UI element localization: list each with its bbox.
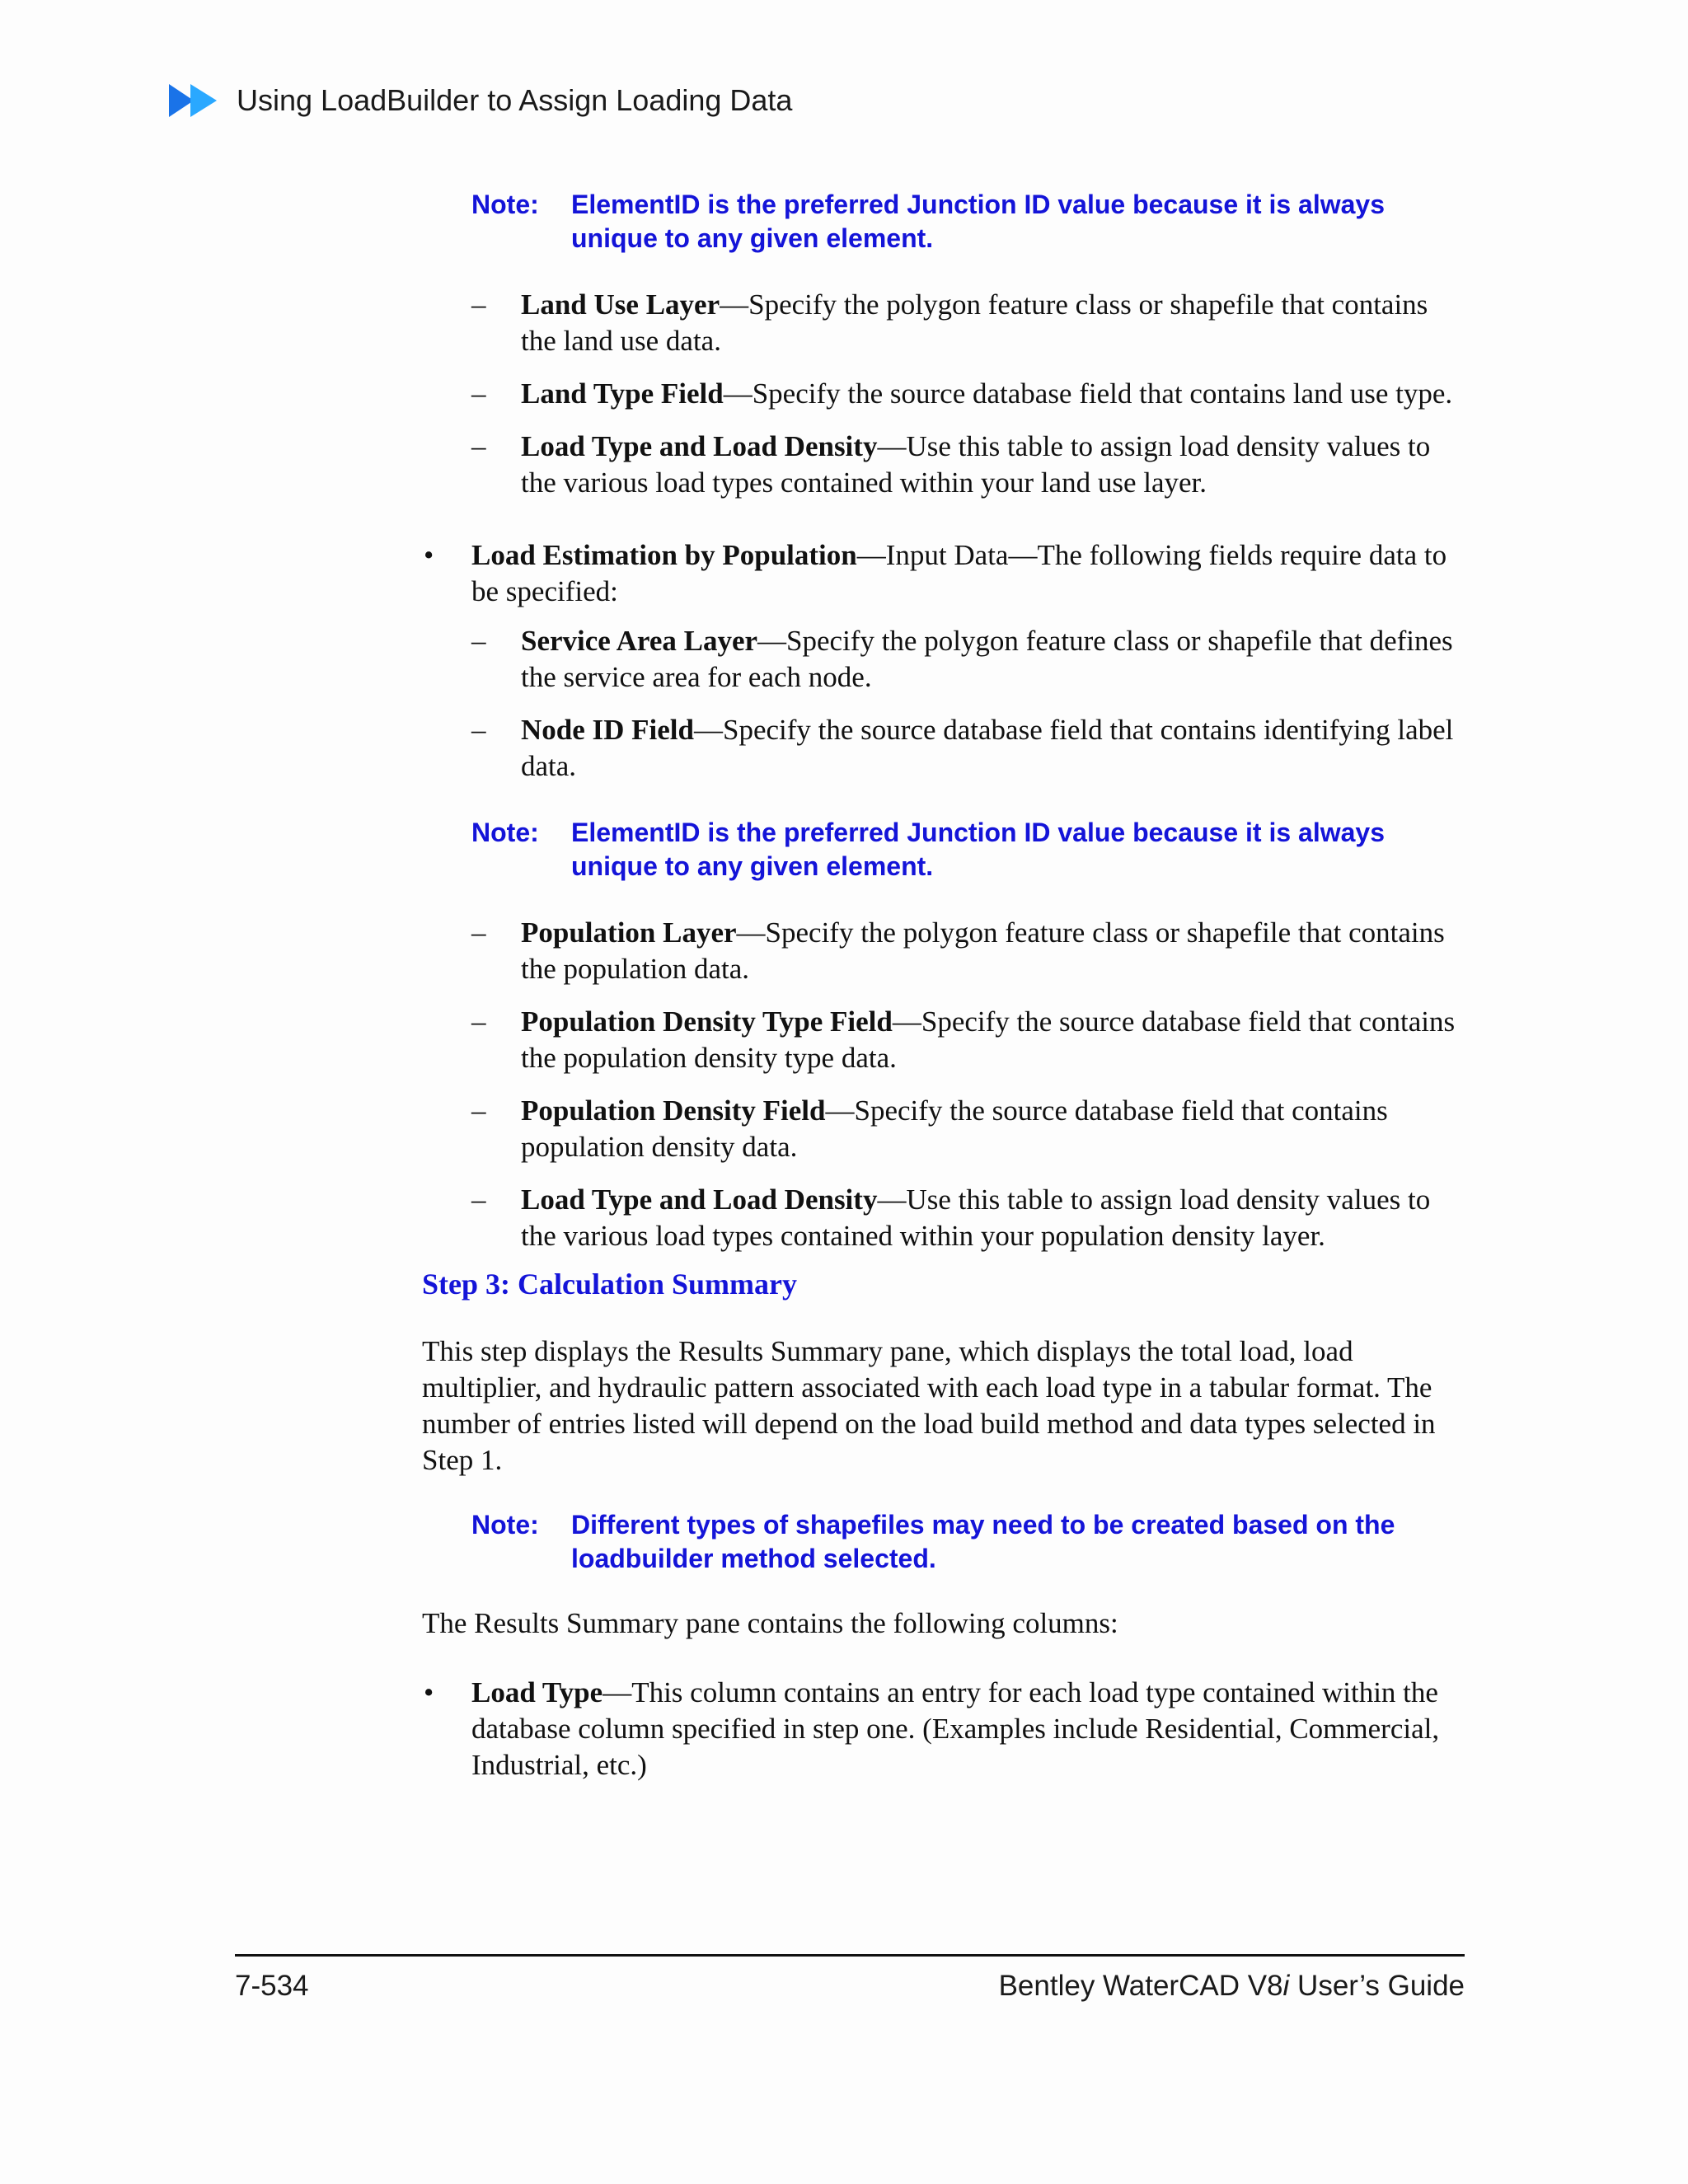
land-use-list bbox=[422, 287, 1469, 501]
dash-marker: – bbox=[471, 714, 486, 746]
step3-paragraph: This step displays the Results Summary pane, which displays the total load, load multiplier, and hydraulic pattern associated with each load type in a tabular format. The number of entries listed will depend on the load build method and data types selected in Step 1. bbox=[422, 1335, 1436, 1476]
item-term: Population Density Type Field bbox=[521, 1005, 893, 1038]
item-desc: —Specify the source database field that contains the population density type data. bbox=[521, 1005, 1456, 1074]
list-item bbox=[471, 429, 1469, 501]
guide-title-suffix: User’s Guide bbox=[1289, 1970, 1465, 2002]
item-desc: —Input Data—The following fields require data to be specified: bbox=[471, 539, 1447, 607]
item-term: Land Type Field bbox=[521, 377, 724, 410]
note-elementid-1 bbox=[471, 188, 1469, 255]
population-section bbox=[422, 537, 1469, 785]
dash-marker: – bbox=[471, 916, 486, 949]
dash-marker: – bbox=[471, 625, 486, 657]
note-label: Note: bbox=[471, 1510, 539, 1540]
page-header-title: Using LoadBuilder to Assign Loading Data bbox=[237, 83, 793, 117]
dash-marker: – bbox=[471, 1183, 486, 1216]
list-item bbox=[471, 376, 1469, 412]
item-term: Population Layer bbox=[521, 916, 737, 949]
guide-title-italic: i bbox=[1282, 1970, 1290, 2002]
bullet-marker: • bbox=[424, 539, 434, 571]
list-item bbox=[471, 915, 1469, 987]
guide-title bbox=[999, 1970, 1465, 2003]
bullet-marker: • bbox=[424, 1676, 434, 1708]
list-item bbox=[471, 623, 1469, 696]
item-desc: —Specify the polygon feature class or shapefile that contains the population data. bbox=[521, 916, 1445, 985]
double-arrow-icon bbox=[169, 82, 220, 119]
item-desc: —Specify the polygon feature class or shapefile that defines the service area for each node. bbox=[521, 625, 1453, 693]
note-label: Note: bbox=[471, 818, 539, 847]
dash-marker: – bbox=[471, 1005, 486, 1038]
population-list bbox=[422, 915, 1469, 1254]
note-text: ElementID is the preferred Junction ID value because it is always unique to any given element. bbox=[571, 190, 1386, 253]
item-term: Load Type and Load Density bbox=[521, 430, 878, 462]
item-term: Population Density Field bbox=[521, 1094, 826, 1127]
item-term: Land Use Layer bbox=[521, 288, 720, 321]
item-desc: —Specify the polygon feature class or shapefile that contains the land use data. bbox=[521, 288, 1428, 357]
item-desc: —Specify the source database field that contains identifying label data. bbox=[521, 714, 1454, 782]
item-desc: —Specify the source database field that contains population density data. bbox=[521, 1094, 1388, 1163]
list-item bbox=[471, 1093, 1469, 1165]
list-item bbox=[471, 712, 1469, 785]
page-body bbox=[422, 188, 1469, 1783]
dash-marker: – bbox=[471, 430, 486, 462]
page-number: 7-534 bbox=[235, 1970, 309, 2002]
item-term: Load Type and Load Density bbox=[521, 1183, 878, 1216]
note-shapefiles bbox=[471, 1508, 1469, 1576]
note-elementid-2 bbox=[471, 816, 1469, 883]
columns-intro: The Results Summary pane contains the following columns: bbox=[422, 1607, 1118, 1639]
dash-marker: – bbox=[471, 288, 486, 321]
list-item bbox=[471, 1004, 1469, 1076]
item-term: Load Type bbox=[471, 1676, 603, 1708]
item-desc: —Use this table to assign load density values to the various load types contained within your population density layer. bbox=[521, 1183, 1431, 1252]
list-item bbox=[471, 287, 1469, 359]
guide-title-prefix: Bentley WaterCAD V8 bbox=[998, 1970, 1283, 2002]
item-term: Node ID Field bbox=[521, 714, 694, 746]
list-item bbox=[471, 1182, 1469, 1254]
dash-marker: – bbox=[471, 377, 486, 410]
bullet-item bbox=[422, 537, 1469, 610]
item-desc: —Specify the source database field that contains land use type. bbox=[723, 377, 1453, 410]
dash-marker: – bbox=[471, 1094, 486, 1127]
footer-rule bbox=[235, 1954, 1465, 1957]
bullet-item bbox=[422, 1675, 1469, 1783]
note-label: Note: bbox=[471, 190, 539, 219]
item-term: Load Estimation by Population bbox=[471, 539, 857, 571]
item-term: Service Area Layer bbox=[521, 625, 758, 657]
page-header bbox=[169, 82, 792, 119]
note-text: ElementID is the preferred Junction ID value because it is always unique to any given element. bbox=[571, 818, 1386, 881]
section-heading: Step 3: Calculation Summary bbox=[422, 1268, 798, 1301]
item-desc: —This column contains an entry for each load type contained within the database column specified in step one. (Examples include Residential, Commercial, Industrial, etc.) bbox=[471, 1676, 1440, 1781]
item-desc: —Use this table to assign load density values to the various load types contained within your land use layer. bbox=[521, 430, 1431, 499]
note-text: Different types of shapefiles may need to be created based on the loadbuilder method selected. bbox=[571, 1510, 1395, 1573]
